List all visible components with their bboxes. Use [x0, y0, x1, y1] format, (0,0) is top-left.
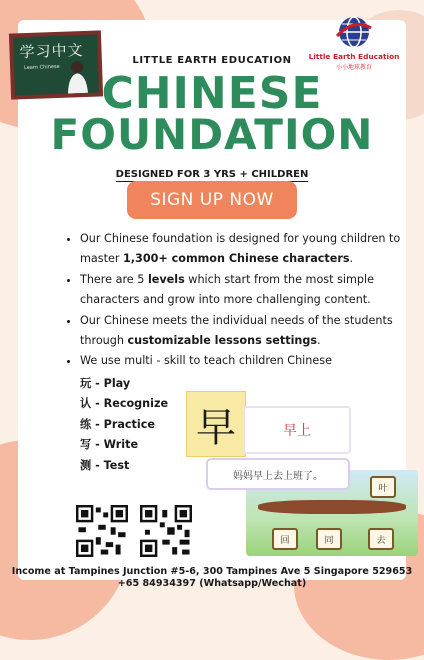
- bridge-graphic: [258, 500, 406, 514]
- organization-name: LITTLE EARTH EDUCATION: [132, 55, 292, 66]
- footer-address: Income at Tampines Junction #5-6, 300 Tampines Ave 5 Singapore 529653: [11, 566, 413, 577]
- skill-item: 认 - Recognize: [80, 397, 169, 411]
- chalkboard-small-text: Learn Chinese: [23, 63, 60, 72]
- skill-item: 练 - Practice: [80, 417, 155, 431]
- character-card: 早: [186, 391, 246, 457]
- title-line-2: FOUNDATION: [50, 110, 374, 159]
- skill-item: 测 - Test: [80, 458, 130, 472]
- sentence-card: 妈妈早上去上班了。: [206, 458, 350, 490]
- sign-up-button[interactable]: SIGN UP NOW: [127, 181, 297, 219]
- feature-item: • Our Chinese foundation is designed for young children to master 1,300+ common Chinese characters.: [80, 229, 424, 270]
- footer-phone: +65 84934397 (Whatsapp/Wechat): [117, 578, 307, 589]
- subtitle-text: DESIGNED FOR 3 YRS + CHILDREN: [115, 169, 309, 180]
- qr-code-whatsapp[interactable]: [76, 505, 128, 557]
- feature-list: [62, 229, 424, 372]
- logo-chinese-name: 小小地球教育: [335, 64, 372, 71]
- feature-item: • We use multi - skill to teach children Chinese: [80, 351, 424, 371]
- feature-item: • Our Chinese meets the individual needs of the students through customizable lessons settings.: [80, 311, 424, 352]
- logo-name: Little Earth Education: [308, 52, 400, 61]
- skill-list: [80, 374, 168, 476]
- globe-icon: [336, 14, 372, 50]
- title-line-1: CHINESE: [101, 68, 323, 119]
- game-tile: 去: [368, 528, 394, 550]
- word-card: 早上: [243, 406, 351, 454]
- game-tile: 回: [272, 528, 298, 550]
- game-top-tile: 叶: [370, 476, 396, 498]
- skill-item: 玩 - Play: [80, 377, 131, 390]
- qr-code-wechat[interactable]: [140, 505, 192, 557]
- skill-item: 写 - Write: [80, 438, 139, 452]
- subtitle: [0, 162, 424, 181]
- feature-item: • There are 5 levels which start from the most simple characters and grow into more challenging content.: [80, 270, 424, 311]
- chalkboard-text: 学习中文: [19, 41, 84, 62]
- game-tile: 同: [316, 528, 342, 550]
